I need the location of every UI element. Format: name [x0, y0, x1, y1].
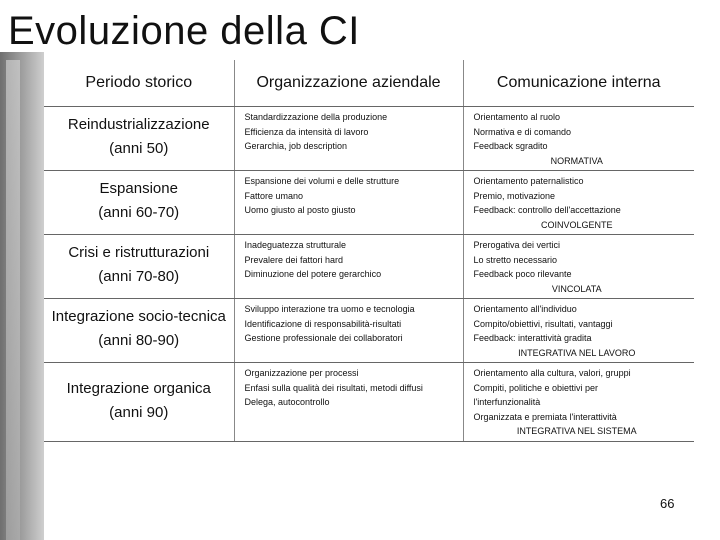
communication-line: Lo stretto necessario [473, 254, 558, 265]
period-name: Crisi e ristrutturazioni [68, 244, 210, 261]
page-number: 66 [660, 496, 675, 511]
organization-line: Prevalere dei fattori hard [244, 254, 344, 265]
communication-cell [463, 299, 694, 363]
communication-line: Compito/obiettivi, risultati, vantaggi [473, 318, 613, 329]
organization-line: Efficienza da intensità di lavoro [244, 126, 369, 137]
organization-line: Identificazione di responsabilità-risultati [244, 318, 402, 329]
table-row [44, 299, 694, 363]
period-name: Espansione [99, 180, 178, 197]
communication-line: Orientamento al ruolo [473, 112, 561, 122]
communication-line: Orientamento paternalistico [473, 176, 584, 186]
table-frame [44, 60, 716, 536]
period-years: (anni 90) [109, 404, 169, 421]
communication-line: Normativa e di comando [473, 126, 572, 137]
communication-cell [463, 235, 694, 299]
communication-line: l'interfunzionalità [473, 397, 541, 407]
organization-line: Diminuzione del potere gerarchico [244, 269, 382, 279]
communication-cell [463, 107, 694, 171]
period-cell [44, 299, 234, 363]
communication-line: Prerogativa dei vertici [473, 240, 561, 250]
period-years: (anni 80-90) [98, 332, 180, 349]
organization-line: Sviluppo interazione tra uomo e tecnologia [244, 304, 415, 314]
communication-type-label: COINVOLGENTE [540, 219, 613, 230]
communication-type-label: VINCOLATA [551, 283, 602, 294]
organization-line: Gerarchia, job description [244, 141, 348, 151]
evolution-table [44, 60, 694, 442]
period-years: (anni 60-70) [98, 204, 180, 221]
communication-line: Feedback: controllo dell'accettazione [473, 205, 621, 215]
period-name: Integrazione organica [66, 380, 211, 397]
period-cell [44, 107, 234, 171]
period-cell [44, 235, 234, 299]
table-row [44, 107, 694, 171]
table-row [44, 363, 694, 442]
organization-line: Fattore umano [244, 190, 304, 201]
header-organization: Organizzazione aziendale [234, 60, 463, 107]
communication-line: Organizzata e premiata l'interattività [473, 411, 617, 422]
communication-type-label: INTEGRATIVA NEL LAVORO [518, 347, 636, 358]
organization-line: Standardizzazione della produzione [244, 112, 388, 122]
table-row [44, 171, 694, 235]
organization-cell [234, 107, 463, 171]
communication-line: Feedback: interattività gradita [473, 333, 592, 343]
communication-line: Premio, motivazione [473, 190, 556, 201]
communication-cell [463, 363, 694, 442]
organization-cell [234, 299, 463, 363]
organization-cell [234, 363, 463, 442]
header-communication: Comunicazione interna [463, 60, 694, 107]
communication-type-label: INTEGRATIVA NEL SISTEMA [516, 426, 637, 436]
organization-cell [234, 171, 463, 235]
period-years: (anni 70-80) [98, 268, 180, 285]
communication-line: Feedback poco rilevante [473, 269, 572, 279]
communication-cell [463, 171, 694, 235]
organization-line: Delega, autocontrollo [244, 397, 330, 407]
period-name: Reindustrializzazione [67, 116, 210, 133]
communication-line: Feedback sgradito [473, 141, 548, 151]
communication-line: Orientamento all'individuo [473, 304, 577, 314]
table-row [44, 235, 694, 299]
communication-line: Orientamento alla cultura, valori, gruppi [473, 368, 631, 378]
organization-line: Gestione professionale dei collaboratori [244, 333, 403, 343]
organization-line: Inadeguatezza strutturale [244, 240, 347, 250]
communication-line: Compiti, politiche e obiettivi per [473, 382, 599, 393]
decorative-left-strip [6, 60, 20, 540]
period-cell [44, 171, 234, 235]
period-name: Integrazione socio-tecnica [51, 308, 226, 325]
organization-line: Uomo giusto al posto giusto [244, 205, 356, 215]
slide-title: Evoluzione della CI [8, 9, 360, 53]
header-period: Periodo storico [44, 60, 234, 107]
header-row [44, 60, 694, 107]
organization-cell [234, 235, 463, 299]
communication-type-label: NORMATIVA [550, 155, 603, 166]
organization-line: Espansione dei volumi e delle strutture [244, 176, 400, 186]
organization-line: Organizzazione per processi [244, 368, 359, 378]
organization-line: Enfasi sulla qualità dei risultati, metodi diffusi [244, 382, 423, 393]
period-years: (anni 50) [109, 140, 169, 157]
period-cell [44, 363, 234, 442]
